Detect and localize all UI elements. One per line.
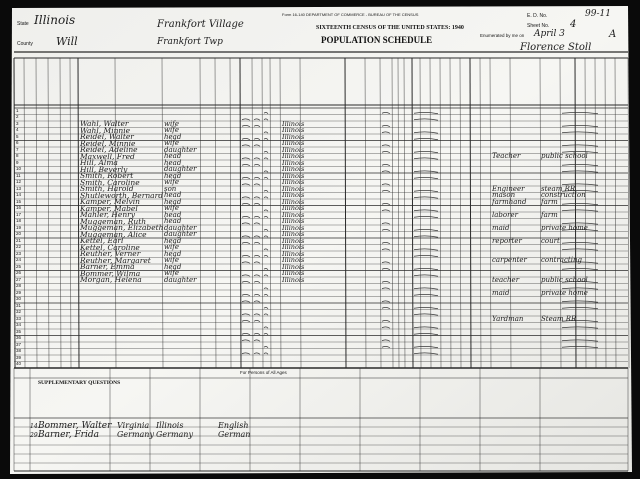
person-name: Kamper, Mabel — [80, 203, 138, 213]
relationship: head — [164, 158, 182, 167]
supp-row-2-lang: German — [218, 430, 251, 439]
person-name: Muggeman, Elizabeth — [80, 223, 164, 232]
line-number: 12 — [16, 179, 22, 184]
relationship: daughter — [164, 275, 197, 284]
birthplace: Illinois — [282, 262, 305, 271]
person-name: Mahler, Henry — [80, 210, 135, 219]
line-number: 38 — [16, 348, 22, 353]
line-number: 10 — [16, 166, 22, 171]
birthplace: Illinois — [282, 223, 305, 232]
line-number: 37 — [16, 341, 22, 347]
birthplace: Illinois — [282, 243, 305, 251]
person-name: Hill, Alma — [80, 158, 118, 167]
birthplace: Illinois — [282, 204, 305, 212]
occupation: carpenter — [492, 256, 527, 264]
supplementary-title: SUPPLEMENTARY QUESTIONS — [38, 380, 121, 386]
occupation: maid — [492, 288, 510, 297]
person-name: Reidel, Adeline — [80, 145, 138, 154]
industry: public school — [541, 152, 588, 160]
relationship: wife — [164, 178, 179, 186]
line-number: 6 — [16, 140, 19, 145]
relationship: wife — [164, 243, 179, 251]
line-number: 17 — [16, 211, 22, 217]
supp-row-1-lang: English — [218, 421, 249, 430]
person-name: Smith, Harold — [80, 184, 134, 193]
birthplace: Illinois — [282, 126, 305, 134]
supp-row-1-line: 14 — [30, 423, 38, 430]
person-name: Maxwell, Fred — [80, 151, 135, 161]
person-name: Kamper, Melvin — [80, 197, 140, 206]
state-label: State — [17, 21, 29, 27]
industry: contracting — [541, 256, 582, 264]
supp-row-1-mother: Illinois — [156, 421, 184, 430]
incorporated-place-value: Frankfort Village — [157, 19, 244, 30]
relationship: son — [164, 184, 177, 193]
birthplace: Illinois — [282, 275, 305, 284]
line-number: 24 — [16, 257, 22, 262]
relationship: head — [164, 197, 182, 206]
line-number: 15 — [16, 198, 22, 204]
supp-row-2-name: Barner, Frida — [38, 430, 99, 440]
supplementary-subtitle: For Persons of All Ages — [240, 370, 287, 375]
line-number: 9 — [16, 159, 19, 165]
sheet-side: A — [609, 29, 617, 40]
line-number: 19 — [16, 224, 22, 230]
birthplace: Illinois — [282, 165, 305, 173]
person-name: Muggeman, Ruth — [80, 216, 147, 226]
person-name: Reuther, Margaret — [80, 255, 151, 265]
person-name: Reidel, Minnie — [80, 138, 136, 148]
line-number: 7 — [16, 146, 19, 152]
birthplace: Illinois — [282, 256, 305, 264]
birthplace: Illinois — [282, 197, 305, 206]
person-name: Kettel, Earl — [80, 236, 124, 245]
relationship: head — [164, 171, 182, 180]
supp-row-2-line: 29 — [30, 432, 38, 439]
person-name: Muggeman, Alice — [80, 229, 147, 239]
birthplace: Illinois — [282, 145, 305, 154]
occupation: teacher — [492, 275, 520, 284]
industry: private home — [541, 223, 588, 232]
relationship: head — [164, 262, 182, 271]
industry: Steam RR — [541, 314, 577, 323]
relationship: head — [164, 191, 182, 199]
relationship: daughter — [164, 223, 197, 232]
line-number: 31 — [16, 302, 22, 308]
line-number: 39 — [16, 354, 22, 360]
line-number: 28 — [16, 283, 22, 288]
enumerated-date: April 3 — [534, 29, 565, 39]
industry: construction — [541, 191, 586, 199]
line-number: 1 — [16, 107, 19, 113]
line-number: 13 — [16, 185, 22, 191]
line-number: 22 — [16, 244, 22, 249]
birthplace: Illinois — [282, 119, 305, 128]
relationship: daughter — [164, 145, 197, 154]
line-number: 36 — [16, 335, 22, 340]
industry: public school — [541, 275, 588, 284]
birthplace: Illinois — [282, 249, 305, 258]
supp-row-2-mother: Germany — [156, 430, 193, 439]
state-value: Illinois — [34, 13, 76, 27]
relationship: head — [164, 210, 182, 219]
relationship: wife — [164, 126, 179, 134]
census-title: SIXTEENTH CENSUS OF THE UNITED STATES: 1940 — [316, 25, 464, 31]
supp-row-1-father: Virginia — [117, 421, 150, 430]
line-number: 18 — [16, 218, 22, 223]
birthplace: Illinois — [282, 152, 305, 160]
birthplace: Illinois — [282, 158, 305, 167]
industry: court — [541, 236, 560, 245]
occupation: maid — [492, 223, 510, 232]
person-name: Smith, Caroline — [80, 177, 140, 187]
line-number: 5 — [16, 133, 19, 139]
line-number: 34 — [16, 322, 22, 327]
birthplace: Illinois — [282, 171, 305, 180]
occupation: laborer — [492, 210, 518, 219]
relationship: wife — [164, 269, 179, 277]
supp-row-1-name: Bommer, Walter — [38, 421, 112, 431]
line-number: 14 — [16, 192, 22, 197]
line-number: 35 — [16, 328, 22, 334]
relationship: head — [164, 249, 182, 258]
relationship: head — [164, 236, 182, 245]
occupation: Yardman — [492, 314, 524, 323]
occupation: farmhand — [492, 197, 527, 206]
line-number: 29 — [16, 289, 22, 295]
person-name: Kettel, Caroline — [80, 242, 140, 252]
line-number: 11 — [16, 172, 21, 178]
birthplace: Illinois — [282, 178, 305, 186]
relationship: daughter — [164, 230, 197, 238]
relationship: head — [164, 217, 182, 225]
township-value: Frankfort Twp — [157, 37, 223, 47]
person-name: Wahl, Minnie — [80, 125, 131, 135]
county-value: Will — [56, 35, 78, 48]
relationship: wife — [164, 256, 179, 264]
schedule-title: POPULATION SCHEDULE — [321, 35, 433, 45]
line-number: 23 — [16, 250, 22, 256]
person-name: Smith, Robert — [80, 171, 134, 180]
line-number: 40 — [16, 361, 22, 366]
occupation: Engineer — [492, 184, 525, 193]
birthplace: Illinois — [282, 139, 305, 147]
line-number: 27 — [16, 276, 22, 282]
birthplace: Illinois — [282, 184, 305, 193]
person-name: Bommer, Wilma — [80, 268, 141, 278]
ed-label: E. D. No. — [527, 13, 548, 19]
ed-value: 99-11 — [585, 9, 611, 19]
line-number: 33 — [16, 315, 22, 321]
person-name: Shutleworth, Bernard — [80, 190, 164, 200]
line-number: 4 — [16, 127, 19, 132]
person-name: Wahl, Walter — [80, 119, 129, 128]
sheet-label: Sheet No. — [527, 23, 550, 29]
occupation: reporter — [492, 236, 522, 245]
person-name: Morgan, Helena — [80, 275, 142, 284]
supp-row-2-father: Germany — [117, 430, 154, 439]
birthplace: Illinois — [282, 132, 305, 141]
occupation: mason — [492, 191, 516, 199]
form-top-note: Form 16-140 DEPARTMENT OF COMMERCE - BUREAU OF THE CENSUS — [282, 12, 419, 17]
line-number: 32 — [16, 309, 22, 314]
relationship: head — [164, 132, 182, 141]
industry: farm — [541, 210, 558, 219]
person-name: Reuther, Verner — [80, 249, 141, 258]
sheet-value: 4 — [570, 19, 577, 30]
relationship: head — [164, 152, 182, 160]
birthplace: Illinois — [282, 191, 305, 199]
relationship: wife — [164, 139, 179, 147]
relationship: wife — [164, 204, 179, 212]
line-number: 8 — [16, 153, 19, 158]
birthplace: Illinois — [282, 269, 305, 277]
person-name: Barner, Emma — [80, 262, 135, 271]
person-name: Reidel, Walter — [80, 132, 134, 141]
line-number: 3 — [16, 120, 19, 126]
line-number: 21 — [16, 237, 22, 243]
enumerator-name: Florence Stoll — [520, 42, 592, 53]
industry: private home — [541, 288, 588, 297]
line-number: 30 — [16, 296, 22, 301]
line-number: 16 — [16, 205, 22, 210]
birthplace: Illinois — [282, 236, 305, 245]
person-name: Hill, Beverly — [80, 164, 128, 174]
birthplace: Illinois — [282, 230, 305, 238]
relationship: wife — [164, 119, 179, 128]
county-label: County — [17, 41, 33, 47]
line-number: 2 — [16, 114, 19, 119]
occupation: Teacher — [492, 152, 521, 160]
industry: steam RR — [541, 184, 576, 193]
line-number: 26 — [16, 270, 22, 275]
enumerated-label: Enumerated by me on — [480, 33, 525, 38]
relationship: daughter — [164, 165, 197, 173]
birthplace: Illinois — [282, 210, 305, 219]
birthplace: Illinois — [282, 217, 305, 225]
line-number: 25 — [16, 263, 22, 269]
line-number: 20 — [16, 231, 22, 236]
industry: farm — [541, 197, 558, 206]
